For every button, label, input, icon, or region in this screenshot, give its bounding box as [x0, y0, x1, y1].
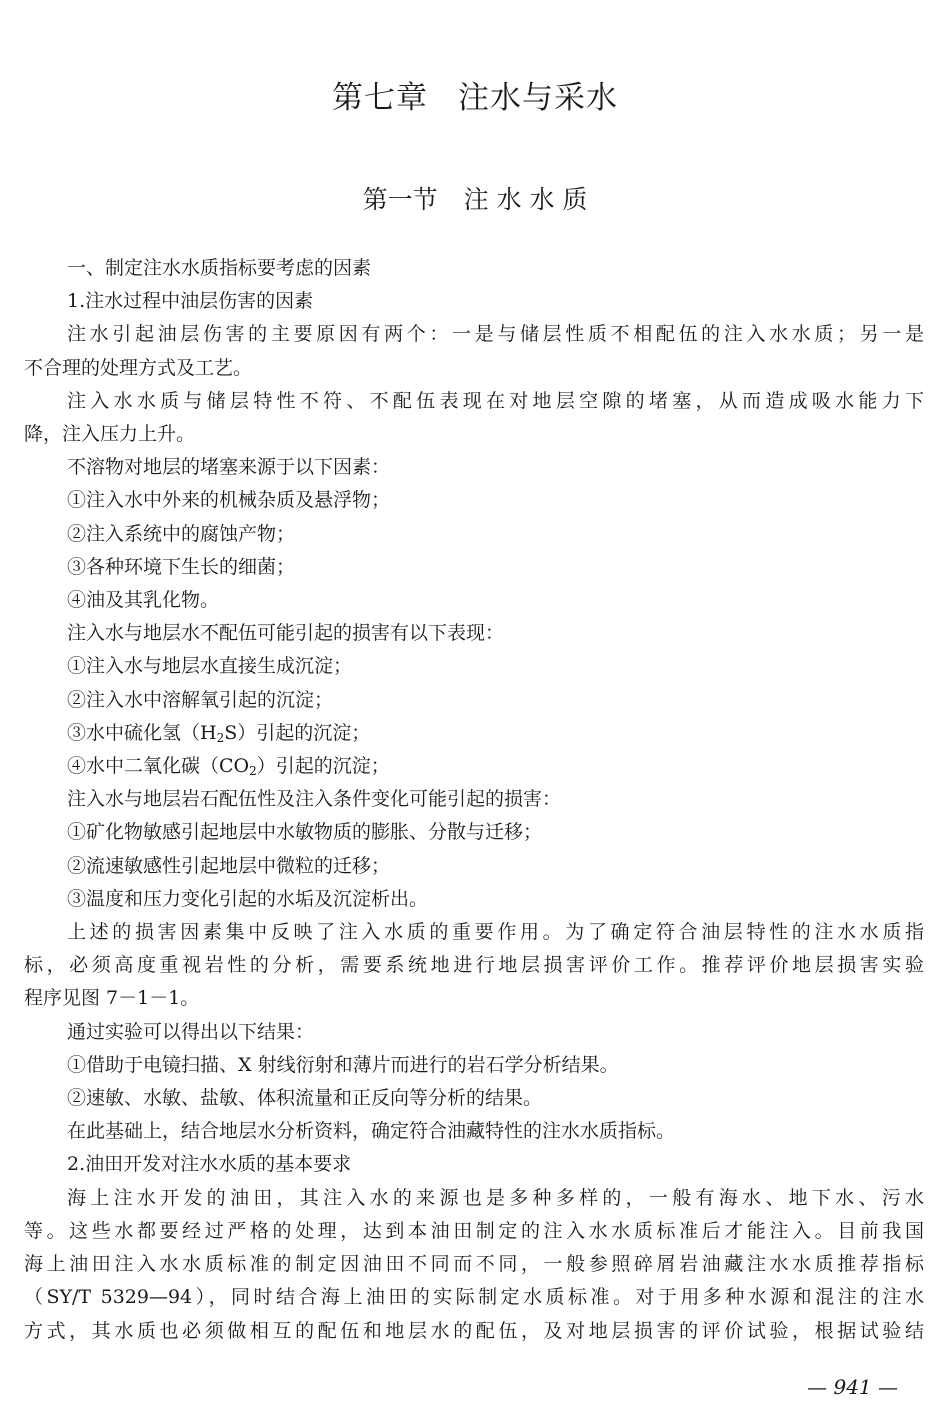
page-number: — 941 — [807, 1375, 898, 1399]
list-item: ③温度和压力变化引起的水垢及沉淀析出。 [67, 887, 429, 910]
paragraph-line: 注入水与地层岩石配伍性及注入条件变化可能引起的损害： [67, 788, 562, 811]
paragraph-line: 注入水与地层水不配伍可能引起的损害有以下表现： [67, 622, 505, 645]
section-name: 注 水 水 质 [463, 185, 588, 214]
list-item [24, 750, 924, 783]
list-item: ①注入水中外来的机械杂质及悬浮物； [67, 489, 391, 512]
list-item: ①矿化物敏感引起地层中水敏物质的膨胀、分散与迁移； [67, 821, 543, 844]
formula-text: ④水中二氧化碳（CO [67, 755, 250, 778]
heading-level-1: 一、制定注水水质指标要考虑的因素 [67, 257, 372, 279]
body-text [24, 252, 924, 1348]
paragraph-line: 不溶物对地层的堵塞来源于以下因素： [67, 456, 391, 479]
formula-text: ）引起的沉淀； [256, 755, 390, 778]
list-item: ③各种环境下生长的细菌； [67, 555, 296, 578]
list-item: ④油及其乳化物。 [67, 589, 220, 612]
formula-text: S）引起的沉淀； [224, 721, 371, 744]
chapter-name: 注水与采水 [458, 80, 618, 116]
heading-level-2: 2.油田开发对注水水质的基本要求 [67, 1153, 352, 1176]
paragraph-line: 注水引起油层伤害的主要原因有两个：一是与储层性质不相配伍的注入水水质；另一是 [67, 323, 924, 346]
formula-text: ③水中硫化氢（H [67, 721, 217, 744]
chapter-number: 第七章 [332, 80, 428, 116]
formula-subscript: 2 [249, 764, 257, 779]
paragraph-line: 降，注入压力上升。 [24, 423, 196, 446]
paragraph-line: 海上注水开发的油田，其注入水的来源也是多种多样的，一般有海水、地下水、污水 [67, 1186, 924, 1209]
list-item [24, 717, 924, 750]
chapter-title [0, 76, 950, 120]
paragraph-line: 通过实验可以得出以下结果： [67, 1020, 315, 1043]
paragraph-line: 上述的损害因素集中反映了注入水质的重要作用。为了确定符合油层特性的注水水质指 [67, 921, 924, 944]
section-title [0, 182, 950, 218]
heading-level-2: 1.注水过程中油层伤害的因素 [67, 290, 314, 313]
list-item: ②注入系统中的腐蚀产物； [67, 522, 296, 545]
list-item: ②注入水中溶解氧引起的沉淀； [67, 688, 334, 711]
paragraph-line: 方式，其水质也必须做相互的配伍和地层水的配伍，及对地层损害的评价试验，根据试验结 [24, 1319, 924, 1342]
list-item: ②流速敏感性引起地层中微粒的迁移； [67, 854, 391, 877]
paragraph-line: 标，必须高度重视岩性的分析，需要系统地进行地层损害评价工作。推荐评价地层损害实验 [24, 954, 924, 977]
paragraph-line: 海上油田注入水水质标准的制定因油田不同而不同，一般参照碎屑岩油藏注水水质推荐指标 [24, 1253, 924, 1276]
paragraph-line: （SY/T 5329—94），同时结合海上油田的实际制定水质标准。对于用多种水源和混注的注水 [24, 1286, 924, 1309]
paragraph-line: 程序见图 7－1－1。 [24, 987, 200, 1010]
paragraph-line: 在此基础上，结合地层水分析资料，确定符合油藏特性的注水水质指标。 [67, 1120, 676, 1143]
list-item: ①注入水与地层水直接生成沉淀； [67, 655, 353, 678]
formula-subscript: 2 [216, 730, 225, 745]
list-item: ②速敏、水敏、盐敏、体积流量和正反向等分析的结果。 [67, 1087, 543, 1110]
paragraph-line: 不合理的处理方式及工艺。 [24, 356, 253, 379]
paragraph-line: 等。这些水都要经过严格的处理，达到本油田制定的注入水水质标准后才能注入。目前我国 [24, 1219, 924, 1242]
section-number: 第一节 [362, 185, 438, 214]
paragraph-line: 注入水水质与储层特性不符、不配伍表现在对地层空隙的堵塞，从而造成吸水能力下 [67, 389, 924, 412]
list-item: ①借助于电镜扫描、X 射线衍射和薄片而进行的岩石学分析结果。 [67, 1053, 619, 1076]
